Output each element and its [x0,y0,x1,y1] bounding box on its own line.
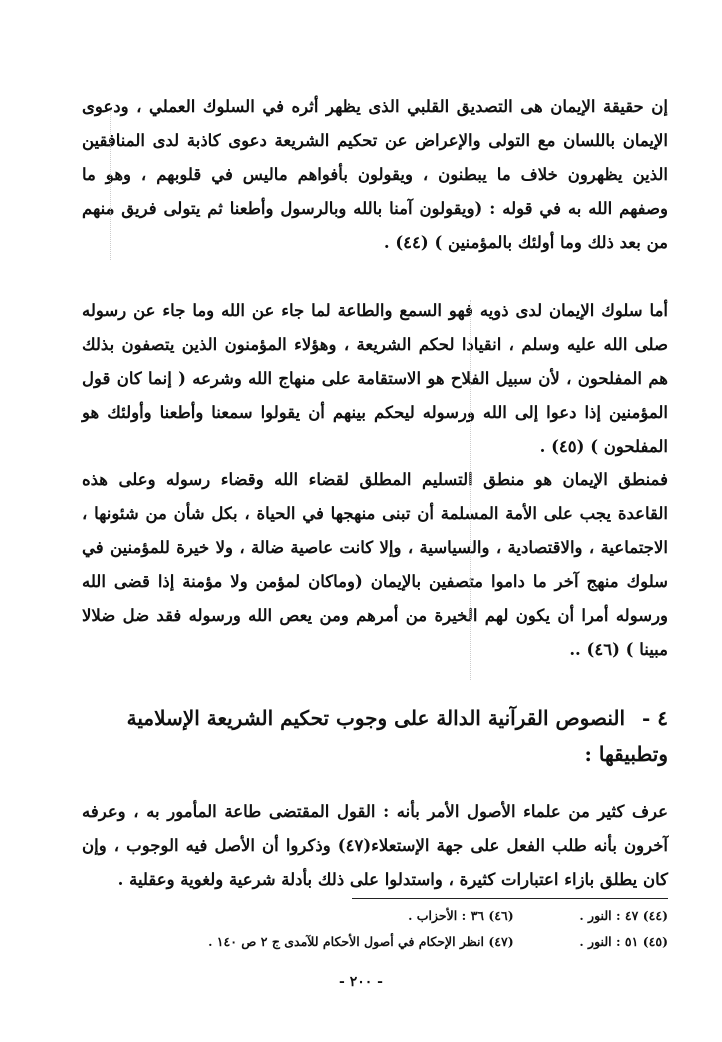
paragraph-faith-logic: فمنطق الإيمان هو منطق التسليم المطلق لقضاء الله وقضاء رسوله وعلى هذه القاعدة يجب على الأمة المسلمة أن تبنى منهجها في الحياة ، بكل شأن من شئونها ، الاجتماعية ، والاقتصادية ، والسياسية ، وإلا كانت عاصية ضالة ، ولا خيرة للمؤمنين في سلوك منهج آخر ما داموا متصفين بالإيمان (وماكان لمؤمن ولا مؤمنة إذا قضى الله ورسوله أمرا أن يكون لهم الخيرة من أمرهم ومن يعص الله ورسوله فقد ضل ضلالا مبينا ) (٤٦) .. [82,470,668,659]
scan-gutter-line [470,300,471,680]
scan-gutter-line [110,110,111,260]
paragraph-faith-conduct: أما سلوك الإيمان لدى ذويه فهو السمع والطاعة لما جاء عن الله وما جاء عن رسوله صلى الله عليه وسلم ، انقيادا لحكم الشريعة ، وهؤلاء المؤمنون الذين يتصفون بذلك هم المفلحون ، لأن سبيل الفلاح هو الاستقامة على منهاج الله وشرعه ( إنما كان قول المؤمنين إذا دعوا إلى الله ورسوله ليحكم بينهم أن يقولوا سمعنا وأطعنا وأولئك هو المفلحون ) (٤٥) . [82,301,668,456]
footnote-row [82,932,668,952]
footnote-46: (٤٦) ٣٦ : الأحزاب . [408,908,514,923]
paragraph-command-definition: عرف كثير من علماء الأصول الأمر بأنه : القول المقتضى طاعة المأمور به ، وعرفه آخرون بأنه طلب الفعل على جهة الإستعلاء(٤٧) وذكروا أن الأصل فيه الوجوب ، وإن كان يطلق بازاء اعتبارات كثيرة ، واستدلوا على ذلك بأدلة شرعية ولغوية وعقلية . [82,802,669,889]
section-heading [82,700,668,772]
page-number: - ٢٠٠ - [339,974,383,990]
footnote-divider [352,898,668,899]
footnote-47: (٤٧) انظر الإحكام في أصول الأحكام للآمدى ج ٢ ص ١٤٠ . [208,934,514,949]
paragraph-faith-reality: إن حقيقة الإيمان هى التصديق القلبي الذى يظهر أثره في السلوك العملي ، ودعوى الإيمان باللسان مع التولى والإعراض عن تحكيم الشريعة دعوى كاذبة لدى المنافقين الذين يظهرون خلاف ما يبطنون ، ويقولون بأفواهم ماليس في قلوبهم ، وهو ما وصفهم الله به في قوله : (ويقولون آمنا بالله وبالرسول وأطعنا ثم يتولى فريق منهم من بعد ذلك وما أولئك بالمؤمنين ) (٤٤) . [82,97,668,252]
footnote-row [82,906,668,926]
section-number: ٤ - [641,706,668,730]
footnote-44: (٤٤) ٤٧ : النور . [579,908,668,923]
footnote-45: (٤٥) ٥١ : النور . [579,934,668,949]
section-title: النصوص القرآنية الدالة على وجوب تحكيم الشريعة الإسلامية وتطبيقها : [126,706,668,766]
